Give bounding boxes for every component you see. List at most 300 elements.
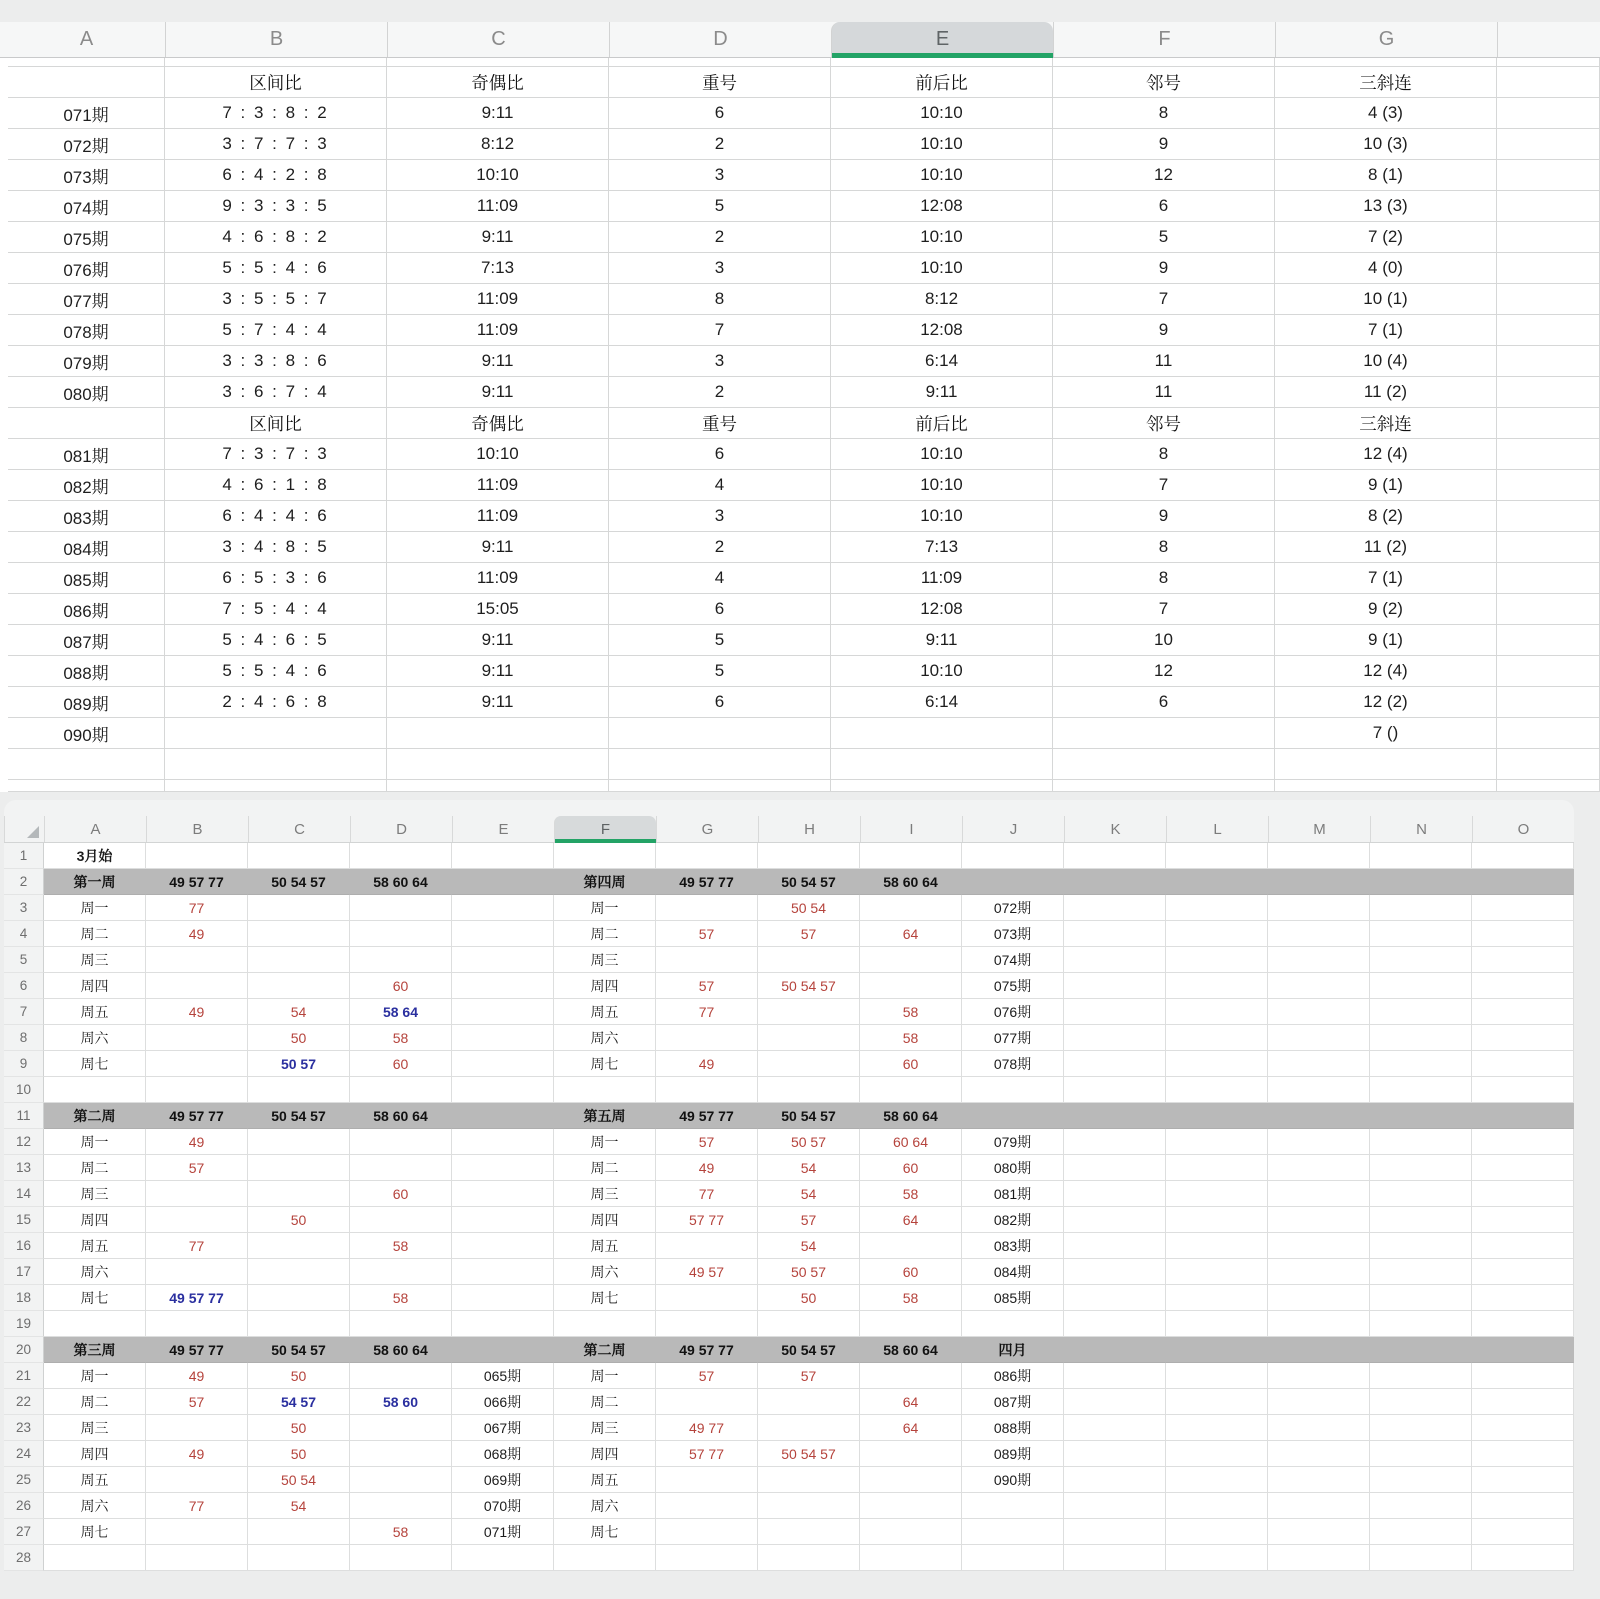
bottom-cell-A3[interactable]: 周一 <box>44 895 146 921</box>
top-data-cell[interactable]: 12:08 <box>831 191 1053 222</box>
bottom-cell-M5[interactable] <box>1268 947 1370 973</box>
bottom-cell-K21[interactable] <box>1064 1363 1166 1389</box>
bottom-cell-I23[interactable]: 64 <box>860 1415 962 1441</box>
top-data-cell[interactable]: 5 : 4 : 6 : 5 <box>165 625 387 656</box>
top-data-cell[interactable]: 2 <box>609 377 831 408</box>
top-data-cell[interactable]: 10:10 <box>831 222 1053 253</box>
bottom-cell-D11[interactable]: 58 60 64 <box>350 1103 452 1129</box>
bottom-cell-B13[interactable]: 57 <box>146 1155 248 1181</box>
row-number-17[interactable]: 17 <box>4 1259 44 1285</box>
bottom-cell-C6[interactable] <box>248 973 350 999</box>
top-data-cell[interactable]: 6 <box>609 98 831 129</box>
bottom-cell-G16[interactable] <box>656 1233 758 1259</box>
bottom-cell-E23[interactable]: 067期 <box>452 1415 554 1441</box>
bottom-cell-F18[interactable]: 周七 <box>554 1285 656 1311</box>
bottom-cell-K18[interactable] <box>1064 1285 1166 1311</box>
top-data-cell[interactable]: 8 <box>1053 563 1275 594</box>
bottom-cell-K12[interactable] <box>1064 1129 1166 1155</box>
bottom-cell-M7[interactable] <box>1268 999 1370 1025</box>
bottom-cell-N10[interactable] <box>1370 1077 1472 1103</box>
top-header-cell[interactable] <box>1497 408 1600 439</box>
bottom-cell-J24[interactable]: 089期 <box>962 1441 1064 1467</box>
bottom-cell-E19[interactable] <box>452 1311 554 1337</box>
top-data-cell[interactable] <box>387 718 609 749</box>
bottom-cell-M28[interactable] <box>1268 1545 1370 1571</box>
bottom-cell-E6[interactable] <box>452 973 554 999</box>
bottom-cell-O11[interactable] <box>1472 1103 1574 1129</box>
top-header-cell[interactable]: 三斜连 <box>1275 67 1497 98</box>
bottom-cell-B19[interactable] <box>146 1311 248 1337</box>
bottom-cell-B14[interactable] <box>146 1181 248 1207</box>
bottom-cell-M23[interactable] <box>1268 1415 1370 1441</box>
bottom-cell-I8[interactable]: 58 <box>860 1025 962 1051</box>
bottom-column-header-F[interactable]: F <box>554 816 656 842</box>
bottom-cell-H9[interactable] <box>758 1051 860 1077</box>
row-number-20[interactable]: 20 <box>4 1337 44 1363</box>
bottom-cell-O6[interactable] <box>1472 973 1574 999</box>
top-data-cell[interactable]: 9:11 <box>387 98 609 129</box>
top-data-cell[interactable]: 085期 <box>8 563 165 594</box>
bottom-cell-F7[interactable]: 周五 <box>554 999 656 1025</box>
top-data-cell[interactable] <box>1497 160 1600 191</box>
row-number-19[interactable]: 19 <box>4 1311 44 1337</box>
bottom-cell-E27[interactable]: 071期 <box>452 1519 554 1545</box>
bottom-cell-M8[interactable] <box>1268 1025 1370 1051</box>
bottom-cell-E17[interactable] <box>452 1259 554 1285</box>
bottom-cell-I18[interactable]: 58 <box>860 1285 962 1311</box>
bottom-cell-A8[interactable]: 周六 <box>44 1025 146 1051</box>
top-header-cell[interactable]: 前后比 <box>831 67 1053 98</box>
bottom-cell-B4[interactable]: 49 <box>146 921 248 947</box>
bottom-cell-I20[interactable]: 58 60 64 <box>860 1337 962 1363</box>
bottom-cell-J26[interactable] <box>962 1493 1064 1519</box>
top-header-cell[interactable] <box>8 408 165 439</box>
bottom-cell-D8[interactable]: 58 <box>350 1025 452 1051</box>
bottom-column-header-D[interactable]: D <box>350 816 452 842</box>
bottom-cell-I21[interactable] <box>860 1363 962 1389</box>
bottom-cell-F21[interactable]: 周一 <box>554 1363 656 1389</box>
bottom-cell-N11[interactable] <box>1370 1103 1472 1129</box>
bottom-cell-N8[interactable] <box>1370 1025 1472 1051</box>
bottom-cell-B26[interactable]: 77 <box>146 1493 248 1519</box>
top-header-cell[interactable]: 奇偶比 <box>387 67 609 98</box>
bottom-cell-E14[interactable] <box>452 1181 554 1207</box>
top-data-cell[interactable]: 6 <box>1053 191 1275 222</box>
bottom-cell-N25[interactable] <box>1370 1467 1472 1493</box>
bottom-cell-I22[interactable]: 64 <box>860 1389 962 1415</box>
bottom-cell-O14[interactable] <box>1472 1181 1574 1207</box>
top-data-cell[interactable]: 3 : 5 : 5 : 7 <box>165 284 387 315</box>
top-data-cell[interactable] <box>165 718 387 749</box>
bottom-cell-K7[interactable] <box>1064 999 1166 1025</box>
bottom-cell-N15[interactable] <box>1370 1207 1472 1233</box>
bottom-cell-A6[interactable]: 周四 <box>44 973 146 999</box>
bottom-cell-J28[interactable] <box>962 1545 1064 1571</box>
bottom-cell-E20[interactable] <box>452 1337 554 1363</box>
bottom-cell-K28[interactable] <box>1064 1545 1166 1571</box>
top-data-cell[interactable]: 4 (0) <box>1275 253 1497 284</box>
bottom-cell-K2[interactable] <box>1064 869 1166 895</box>
bottom-cell-E5[interactable] <box>452 947 554 973</box>
bottom-cell-E16[interactable] <box>452 1233 554 1259</box>
bottom-cell-M11[interactable] <box>1268 1103 1370 1129</box>
top-data-cell[interactable]: 083期 <box>8 501 165 532</box>
top-data-cell[interactable]: 6 <box>609 594 831 625</box>
bottom-cell-N26[interactable] <box>1370 1493 1472 1519</box>
top-data-cell[interactable] <box>1497 315 1600 346</box>
bottom-cell-M22[interactable] <box>1268 1389 1370 1415</box>
bottom-cell-D2[interactable]: 58 60 64 <box>350 869 452 895</box>
bottom-cell-B18[interactable]: 49 57 77 <box>146 1285 248 1311</box>
top-data-cell[interactable]: 10:10 <box>831 98 1053 129</box>
top-data-cell[interactable] <box>1497 718 1600 749</box>
bottom-cell-J22[interactable]: 087期 <box>962 1389 1064 1415</box>
top-data-cell[interactable]: 086期 <box>8 594 165 625</box>
bottom-cell-F20[interactable]: 第二周 <box>554 1337 656 1363</box>
top-column-header-C[interactable]: C <box>387 22 609 57</box>
bottom-cell-J14[interactable]: 081期 <box>962 1181 1064 1207</box>
top-data-cell[interactable]: 8 <box>1053 98 1275 129</box>
bottom-cell-L27[interactable] <box>1166 1519 1268 1545</box>
bottom-cell-D25[interactable] <box>350 1467 452 1493</box>
bottom-cell-F22[interactable]: 周二 <box>554 1389 656 1415</box>
top-data-cell[interactable]: 3 <box>609 346 831 377</box>
row-number-4[interactable]: 4 <box>4 921 44 947</box>
bottom-cell-C8[interactable]: 50 <box>248 1025 350 1051</box>
bottom-cell-L16[interactable] <box>1166 1233 1268 1259</box>
bottom-cell-J27[interactable] <box>962 1519 1064 1545</box>
bottom-cell-A17[interactable]: 周六 <box>44 1259 146 1285</box>
top-data-cell[interactable]: 075期 <box>8 222 165 253</box>
bottom-cell-O20[interactable] <box>1472 1337 1574 1363</box>
bottom-cell-E22[interactable]: 066期 <box>452 1389 554 1415</box>
bottom-cell-L19[interactable] <box>1166 1311 1268 1337</box>
top-data-cell[interactable]: 9:11 <box>387 656 609 687</box>
top-column-header-E[interactable]: E <box>831 22 1053 57</box>
bottom-cell-C14[interactable] <box>248 1181 350 1207</box>
row-number-10[interactable]: 10 <box>4 1077 44 1103</box>
bottom-cell-L24[interactable] <box>1166 1441 1268 1467</box>
top-data-cell[interactable]: 10:10 <box>831 501 1053 532</box>
row-number-26[interactable]: 26 <box>4 1493 44 1519</box>
top-data-cell[interactable]: 11:09 <box>387 315 609 346</box>
bottom-cell-L20[interactable] <box>1166 1337 1268 1363</box>
bottom-cell-I2[interactable]: 58 60 64 <box>860 869 962 895</box>
row-number-18[interactable]: 18 <box>4 1285 44 1311</box>
row-number-9[interactable]: 9 <box>4 1051 44 1077</box>
bottom-cell-G14[interactable]: 77 <box>656 1181 758 1207</box>
top-data-cell[interactable]: 3 <box>609 253 831 284</box>
bottom-column-header-G[interactable]: G <box>656 816 758 842</box>
bottom-cell-E11[interactable] <box>452 1103 554 1129</box>
top-data-cell[interactable] <box>831 718 1053 749</box>
bottom-cell-D15[interactable] <box>350 1207 452 1233</box>
top-header-cell[interactable]: 三斜连 <box>1275 408 1497 439</box>
bottom-column-header-E[interactable]: E <box>452 816 554 842</box>
row-number-24[interactable]: 24 <box>4 1441 44 1467</box>
row-number-16[interactable]: 16 <box>4 1233 44 1259</box>
bottom-cell-J17[interactable]: 084期 <box>962 1259 1064 1285</box>
bottom-cell-K9[interactable] <box>1064 1051 1166 1077</box>
bottom-cell-I3[interactable] <box>860 895 962 921</box>
top-data-cell[interactable]: 13 (3) <box>1275 191 1497 222</box>
bottom-cell-C11[interactable]: 50 54 57 <box>248 1103 350 1129</box>
bottom-cell-D17[interactable] <box>350 1259 452 1285</box>
bottom-cell-A22[interactable]: 周二 <box>44 1389 146 1415</box>
bottom-cell-H16[interactable]: 54 <box>758 1233 860 1259</box>
bottom-cell-K14[interactable] <box>1064 1181 1166 1207</box>
bottom-cell-M3[interactable] <box>1268 895 1370 921</box>
row-number-3[interactable]: 3 <box>4 895 44 921</box>
bottom-cell-F17[interactable]: 周六 <box>554 1259 656 1285</box>
bottom-cell-A20[interactable]: 第三周 <box>44 1337 146 1363</box>
bottom-cell-G12[interactable]: 57 <box>656 1129 758 1155</box>
bottom-column-header-M[interactable]: M <box>1268 816 1370 842</box>
bottom-cell-D24[interactable] <box>350 1441 452 1467</box>
bottom-cell-G26[interactable] <box>656 1493 758 1519</box>
bottom-cell-H17[interactable]: 50 57 <box>758 1259 860 1285</box>
top-data-cell[interactable]: 5 : 5 : 4 : 6 <box>165 656 387 687</box>
bottom-cell-C1[interactable] <box>248 843 350 869</box>
bottom-cell-I16[interactable] <box>860 1233 962 1259</box>
bottom-cell-N28[interactable] <box>1370 1545 1472 1571</box>
top-header-cell[interactable]: 奇偶比 <box>387 408 609 439</box>
top-data-cell[interactable] <box>1497 222 1600 253</box>
bottom-cell-M25[interactable] <box>1268 1467 1370 1493</box>
top-data-cell[interactable]: 6 <box>609 687 831 718</box>
bottom-cell-G2[interactable]: 49 57 77 <box>656 869 758 895</box>
bottom-cell-I27[interactable] <box>860 1519 962 1545</box>
top-data-cell[interactable]: 2 : 4 : 6 : 8 <box>165 687 387 718</box>
bottom-cell-D5[interactable] <box>350 947 452 973</box>
top-data-cell[interactable]: 3 : 4 : 8 : 5 <box>165 532 387 563</box>
bottom-cell-J10[interactable] <box>962 1077 1064 1103</box>
top-data-cell[interactable]: 3 : 7 : 7 : 3 <box>165 129 387 160</box>
top-data-cell[interactable]: 9:11 <box>387 687 609 718</box>
bottom-cell-D27[interactable]: 58 <box>350 1519 452 1545</box>
bottom-cell-H13[interactable]: 54 <box>758 1155 860 1181</box>
top-data-cell[interactable]: 8 (1) <box>1275 160 1497 191</box>
top-data-cell[interactable]: 7 : 3 : 7 : 3 <box>165 439 387 470</box>
top-data-cell[interactable]: 11:09 <box>387 470 609 501</box>
top-data-cell[interactable] <box>1053 749 1275 780</box>
bottom-cell-K6[interactable] <box>1064 973 1166 999</box>
bottom-cell-M6[interactable] <box>1268 973 1370 999</box>
bottom-cell-J3[interactable]: 072期 <box>962 895 1064 921</box>
bottom-cell-O5[interactable] <box>1472 947 1574 973</box>
bottom-cell-N27[interactable] <box>1370 1519 1472 1545</box>
bottom-cell-H1[interactable] <box>758 843 860 869</box>
top-data-cell[interactable]: 2 <box>609 222 831 253</box>
bottom-cell-G23[interactable]: 49 77 <box>656 1415 758 1441</box>
bottom-cell-O18[interactable] <box>1472 1285 1574 1311</box>
bottom-cell-M4[interactable] <box>1268 921 1370 947</box>
top-data-cell[interactable] <box>1497 656 1600 687</box>
top-data-cell[interactable]: 8:12 <box>387 129 609 160</box>
top-data-cell[interactable]: 3 <box>609 160 831 191</box>
bottom-cell-I28[interactable] <box>860 1545 962 1571</box>
bottom-cell-F5[interactable]: 周三 <box>554 947 656 973</box>
bottom-cell-J25[interactable]: 090期 <box>962 1467 1064 1493</box>
bottom-cell-B7[interactable]: 49 <box>146 999 248 1025</box>
top-data-cell[interactable] <box>387 749 609 780</box>
top-data-cell[interactable] <box>1497 470 1600 501</box>
bottom-column-header-A[interactable]: A <box>44 816 146 842</box>
bottom-cell-M21[interactable] <box>1268 1363 1370 1389</box>
top-data-cell[interactable]: 076期 <box>8 253 165 284</box>
top-data-cell[interactable]: 7 : 5 : 4 : 4 <box>165 594 387 625</box>
bottom-cell-G18[interactable] <box>656 1285 758 1311</box>
top-data-cell[interactable]: 081期 <box>8 439 165 470</box>
bottom-cell-N16[interactable] <box>1370 1233 1472 1259</box>
bottom-cell-I14[interactable]: 58 <box>860 1181 962 1207</box>
bottom-cell-K24[interactable] <box>1064 1441 1166 1467</box>
bottom-cell-B17[interactable] <box>146 1259 248 1285</box>
top-data-cell[interactable]: 4 <box>609 563 831 594</box>
top-data-cell[interactable]: 10:10 <box>831 253 1053 284</box>
bottom-cell-C5[interactable] <box>248 947 350 973</box>
bottom-cell-H5[interactable] <box>758 947 860 973</box>
top-column-header-F[interactable]: F <box>1053 22 1275 57</box>
top-column-header-G[interactable]: G <box>1275 22 1497 57</box>
bottom-cell-E4[interactable] <box>452 921 554 947</box>
top-data-cell[interactable]: 6:14 <box>831 687 1053 718</box>
top-header-cell[interactable]: 邻号 <box>1053 67 1275 98</box>
bottom-cell-H15[interactable]: 57 <box>758 1207 860 1233</box>
top-data-cell[interactable]: 11 (2) <box>1275 377 1497 408</box>
top-data-cell[interactable]: 072期 <box>8 129 165 160</box>
top-data-cell[interactable] <box>609 718 831 749</box>
bottom-cell-G4[interactable]: 57 <box>656 921 758 947</box>
bottom-cell-F16[interactable]: 周五 <box>554 1233 656 1259</box>
bottom-cell-D14[interactable]: 60 <box>350 1181 452 1207</box>
bottom-cell-G13[interactable]: 49 <box>656 1155 758 1181</box>
bottom-cell-A18[interactable]: 周七 <box>44 1285 146 1311</box>
bottom-cell-I25[interactable] <box>860 1467 962 1493</box>
top-data-cell[interactable]: 11 <box>1053 346 1275 377</box>
top-data-cell[interactable]: 7 () <box>1275 718 1497 749</box>
bottom-cell-B9[interactable] <box>146 1051 248 1077</box>
top-data-cell[interactable]: 7 <box>609 315 831 346</box>
bottom-cell-M19[interactable] <box>1268 1311 1370 1337</box>
top-data-cell[interactable] <box>1497 687 1600 718</box>
bottom-cell-E10[interactable] <box>452 1077 554 1103</box>
top-data-cell[interactable] <box>1497 346 1600 377</box>
top-data-cell[interactable]: 6 : 4 : 2 : 8 <box>165 160 387 191</box>
top-data-cell[interactable]: 9 <box>1053 501 1275 532</box>
bottom-column-header-B[interactable]: B <box>146 816 248 842</box>
top-data-cell[interactable]: 6 : 4 : 4 : 6 <box>165 501 387 532</box>
bottom-cell-J7[interactable]: 076期 <box>962 999 1064 1025</box>
top-data-cell[interactable]: 6 <box>1053 687 1275 718</box>
bottom-cell-A14[interactable]: 周三 <box>44 1181 146 1207</box>
bottom-cell-M13[interactable] <box>1268 1155 1370 1181</box>
top-column-header-B[interactable]: B <box>165 22 387 57</box>
bottom-column-header-O[interactable]: O <box>1472 816 1574 842</box>
bottom-cell-B5[interactable] <box>146 947 248 973</box>
top-data-cell[interactable] <box>1497 284 1600 315</box>
bottom-cell-O9[interactable] <box>1472 1051 1574 1077</box>
bottom-cell-O25[interactable] <box>1472 1467 1574 1493</box>
top-data-cell[interactable]: 9:11 <box>831 377 1053 408</box>
bottom-cell-G17[interactable]: 49 57 <box>656 1259 758 1285</box>
bottom-cell-D28[interactable] <box>350 1545 452 1571</box>
bottom-cell-N12[interactable] <box>1370 1129 1472 1155</box>
top-column-header-A[interactable]: A <box>79 28 94 50</box>
bottom-cell-F4[interactable]: 周二 <box>554 921 656 947</box>
top-data-cell[interactable]: 9:11 <box>387 222 609 253</box>
bottom-cell-E26[interactable]: 070期 <box>452 1493 554 1519</box>
top-data-cell[interactable]: 9:11 <box>387 625 609 656</box>
bottom-cell-F14[interactable]: 周三 <box>554 1181 656 1207</box>
bottom-cell-H20[interactable]: 50 54 57 <box>758 1337 860 1363</box>
bottom-cell-J21[interactable]: 086期 <box>962 1363 1064 1389</box>
bottom-cell-O4[interactable] <box>1472 921 1574 947</box>
bottom-cell-D3[interactable] <box>350 895 452 921</box>
bottom-cell-G21[interactable]: 57 <box>656 1363 758 1389</box>
row-number-13[interactable]: 13 <box>4 1155 44 1181</box>
bottom-cell-B23[interactable] <box>146 1415 248 1441</box>
bottom-cell-C25[interactable]: 50 54 <box>248 1467 350 1493</box>
bottom-cell-I6[interactable] <box>860 973 962 999</box>
top-data-cell[interactable]: 2 <box>609 129 831 160</box>
top-data-cell[interactable]: 9 <box>1053 315 1275 346</box>
bottom-cell-J23[interactable]: 088期 <box>962 1415 1064 1441</box>
bottom-cell-B27[interactable] <box>146 1519 248 1545</box>
bottom-cell-F11[interactable]: 第五周 <box>554 1103 656 1129</box>
top-data-cell[interactable]: 3 : 3 : 8 : 6 <box>165 346 387 377</box>
bottom-cell-K22[interactable] <box>1064 1389 1166 1415</box>
row-number-23[interactable]: 23 <box>4 1415 44 1441</box>
bottom-cell-J5[interactable]: 074期 <box>962 947 1064 973</box>
bottom-cell-G27[interactable] <box>656 1519 758 1545</box>
bottom-cell-M10[interactable] <box>1268 1077 1370 1103</box>
top-data-cell[interactable] <box>1497 749 1600 780</box>
bottom-cell-O27[interactable] <box>1472 1519 1574 1545</box>
bottom-cell-E24[interactable]: 068期 <box>452 1441 554 1467</box>
top-data-cell[interactable]: 3 : 6 : 7 : 4 <box>165 377 387 408</box>
row-number-21[interactable]: 21 <box>4 1363 44 1389</box>
bottom-cell-G15[interactable]: 57 77 <box>656 1207 758 1233</box>
top-data-cell[interactable]: 4 (3) <box>1275 98 1497 129</box>
bottom-cell-J9[interactable]: 078期 <box>962 1051 1064 1077</box>
bottom-cell-A28[interactable] <box>44 1545 146 1571</box>
bottom-cell-I5[interactable] <box>860 947 962 973</box>
top-data-cell[interactable]: 077期 <box>8 284 165 315</box>
bottom-cell-B11[interactable]: 49 57 77 <box>146 1103 248 1129</box>
bottom-cell-C17[interactable] <box>248 1259 350 1285</box>
top-data-cell[interactable]: 12 (4) <box>1275 656 1497 687</box>
top-data-cell[interactable] <box>1497 191 1600 222</box>
top-data-cell[interactable]: 9 (1) <box>1275 470 1497 501</box>
bottom-cell-J8[interactable]: 077期 <box>962 1025 1064 1051</box>
top-data-cell[interactable]: 11:09 <box>387 501 609 532</box>
top-header-cell[interactable]: 重号 <box>609 67 831 98</box>
top-data-cell[interactable]: 5 : 7 : 4 : 4 <box>165 315 387 346</box>
bottom-cell-C28[interactable] <box>248 1545 350 1571</box>
top-data-cell[interactable]: 11:09 <box>387 563 609 594</box>
bottom-cell-A24[interactable]: 周四 <box>44 1441 146 1467</box>
top-data-cell[interactable]: 8 <box>1053 532 1275 563</box>
bottom-cell-M17[interactable] <box>1268 1259 1370 1285</box>
bottom-cell-C21[interactable]: 50 <box>248 1363 350 1389</box>
bottom-cell-N24[interactable] <box>1370 1441 1472 1467</box>
bottom-cell-G7[interactable]: 77 <box>656 999 758 1025</box>
bottom-column-header-J[interactable]: J <box>962 816 1064 842</box>
bottom-cell-F28[interactable] <box>554 1545 656 1571</box>
bottom-cell-M15[interactable] <box>1268 1207 1370 1233</box>
bottom-cell-K1[interactable] <box>1064 843 1166 869</box>
